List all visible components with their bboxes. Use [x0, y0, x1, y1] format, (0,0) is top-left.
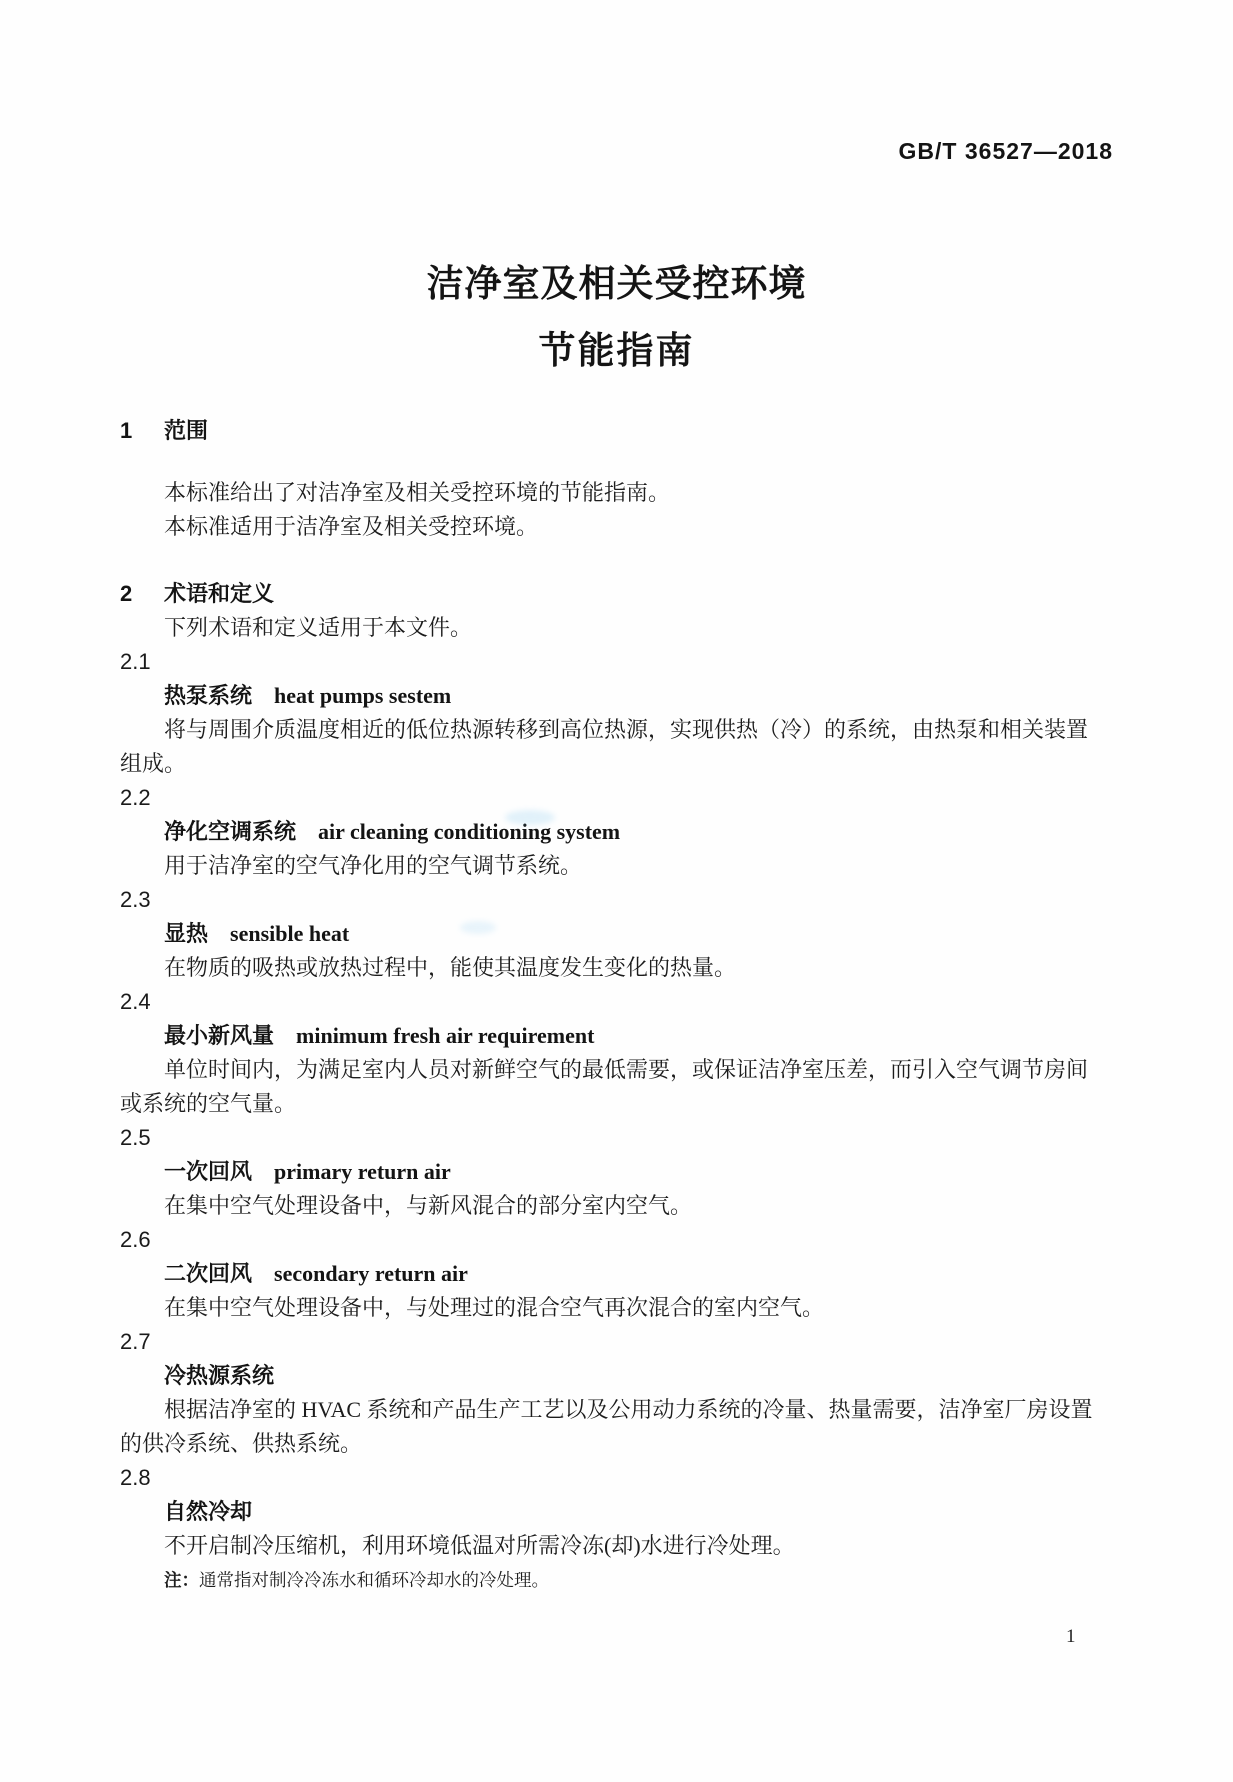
- scope-paragraph: 本标准适用于洁净室及相关受控环境。: [164, 514, 539, 539]
- term-note: [120, 1563, 1105, 1597]
- document-subtitle: 节能指南: [538, 330, 695, 371]
- note-text: 通常指对制冷冷冻水和循环冷却水的冷处理。: [199, 1570, 549, 1590]
- term-number: 2.1: [120, 649, 151, 674]
- term-zh: 最小新风量: [164, 1023, 275, 1048]
- term-definition: 在集中空气处理设备中，与处理过的混合空气再次混合的室内空气。: [164, 1295, 825, 1320]
- document-title-block: [0, 253, 1233, 374]
- term-zh: 自然冷却: [164, 1499, 253, 1524]
- term-en: primary return air: [274, 1159, 451, 1184]
- section-2-title: 术语和定义: [164, 581, 275, 606]
- term-number: 2.3: [120, 887, 151, 912]
- term-number: 2.4: [120, 989, 151, 1014]
- term-number: 2.6: [120, 1227, 151, 1252]
- term-heading: [120, 1359, 1105, 1393]
- term-definition: 将与周围介质温度相近的低位热源转移到高位热源，实现供热（冷）的系统，由热泵和相关装置组成。: [120, 717, 1089, 776]
- term-heading: [120, 917, 1105, 951]
- term-en: minimum fresh air requirement: [296, 1023, 595, 1048]
- section-1-heading: [120, 414, 1105, 448]
- section-1-title: 范围: [164, 418, 209, 443]
- term-number: 2.2: [120, 785, 151, 810]
- term-heading: [120, 1495, 1105, 1529]
- term-block-2-6: [120, 1223, 1105, 1325]
- term-heading: [120, 1155, 1105, 1189]
- term-heading: [120, 1019, 1105, 1053]
- document-title: 洁净室及相关受控环境: [426, 263, 807, 304]
- term-heading: [120, 1257, 1105, 1291]
- term-definition: 在物质的吸热或放热过程中，能使其温度发生变化的热量。: [164, 955, 737, 980]
- terms-intro: 下列术语和定义适用于本文件。: [164, 615, 473, 640]
- term-block-2-1: [120, 645, 1105, 781]
- term-block-2-7: [120, 1325, 1105, 1461]
- term-zh: 一次回风: [164, 1159, 253, 1184]
- scope-paragraph: 本标准给出了对洁净室及相关受控环境的节能指南。: [164, 480, 671, 505]
- page-number: 1: [1066, 1626, 1076, 1647]
- term-zh: 显热: [164, 921, 209, 946]
- term-zh: 热泵系统: [164, 683, 253, 708]
- term-number: 2.5: [120, 1125, 151, 1150]
- section-2-heading: [120, 577, 1105, 611]
- term-en: heat pumps sestem: [274, 683, 452, 708]
- term-definition: 用于洁净室的空气净化用的空气调节系统。: [164, 853, 583, 878]
- term-heading: [120, 679, 1105, 713]
- term-block-2-2: [120, 781, 1105, 883]
- term-en: sensible heat: [230, 921, 350, 946]
- term-number: 2.8: [120, 1465, 151, 1490]
- term-definition: 单位时间内，为满足室内人员对新鲜空气的最低需要，或保证洁净室压差，而引入空气调节房间或系统的空气量。: [120, 1057, 1089, 1116]
- term-block-2-5: [120, 1121, 1105, 1223]
- term-zh: 二次回风: [164, 1261, 253, 1286]
- term-block-2-4: [120, 985, 1105, 1121]
- term-block-2-3: [120, 883, 1105, 985]
- document-body: [120, 414, 1105, 1597]
- term-zh: 冷热源系统: [164, 1363, 275, 1388]
- section-2-number: 2: [120, 581, 133, 606]
- term-definition: 在集中空气处理设备中，与新风混合的部分室内空气。: [164, 1193, 693, 1218]
- term-heading: [120, 815, 1105, 849]
- term-en: secondary return air: [274, 1261, 468, 1286]
- term-en: air cleaning conditioning system: [318, 819, 621, 844]
- term-block-2-8: [120, 1461, 1105, 1597]
- note-label: 注：: [164, 1570, 199, 1590]
- term-definition: 根据洁净室的 HVAC 系统和产品生产工艺以及公用动力系统的冷量、热量需要，洁净室厂房设置的供冷系统、供热系统。: [120, 1397, 1093, 1456]
- standard-code: GB/T 36527—2018: [898, 138, 1113, 164]
- term-definition: 不开启制冷压缩机，利用环境低温对所需冷冻(却)水进行冷处理。: [164, 1533, 795, 1558]
- term-zh: 净化空调系统: [164, 819, 297, 844]
- section-1-number: 1: [120, 418, 133, 443]
- term-number: 2.7: [120, 1329, 151, 1354]
